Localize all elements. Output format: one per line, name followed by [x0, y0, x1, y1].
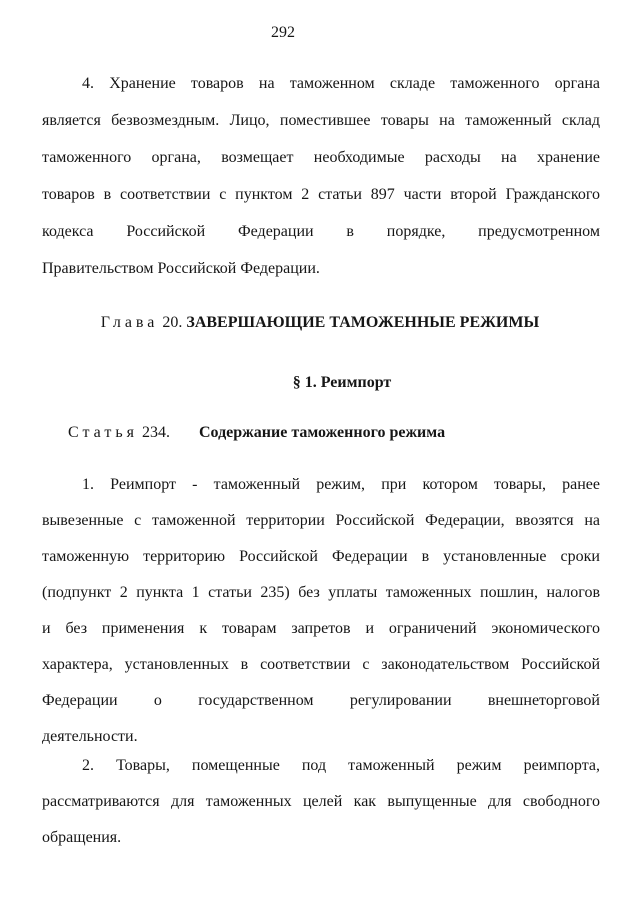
text-line: Федерации о государственном регулировании внешнеторговой: [42, 692, 600, 709]
text-line: кодекса Российской Федерации в порядке, предусмотренном: [42, 223, 600, 240]
text-line: рассматриваются для таможенных целей как выпущенные для свободного: [42, 793, 600, 810]
article-heading: [68, 422, 445, 444]
article-number: 234.: [141, 424, 170, 441]
text-line: деятельности.: [42, 728, 138, 745]
paragraph-storage: [42, 65, 600, 287]
chapter-title: ЗАВЕРШАЮЩИЕ ТАМОЖЕННЫЕ РЕЖИМЫ: [186, 314, 540, 331]
text-line: (подпункт 2 пункта 1 статьи 235) без уплаты таможенных пошлин, налогов: [42, 584, 600, 601]
text-line: товаров в соответствии с пунктом 2 статьи 897 части второй Гражданского: [42, 186, 600, 203]
page-number: 292: [271, 24, 295, 41]
section-heading: § 1. Реимпорт: [292, 374, 392, 391]
text-line: 2. Товары, помещенные под таможенный режим реимпорта,: [82, 757, 600, 774]
chapter-label: Глава: [100, 314, 159, 331]
text-line: таможенную территорию Российской Федерации в установленные сроки: [42, 548, 600, 565]
text-line: обращения.: [42, 829, 122, 846]
article-title: Содержание таможенного режима: [198, 424, 446, 441]
text-line: 1. Реимпорт - таможенный режим, при котором товары, ранее: [82, 476, 600, 493]
chapter-heading: [18, 312, 622, 334]
article-label: Статья: [68, 424, 138, 441]
paragraph-2: [42, 748, 600, 856]
chapter-number: 20.: [162, 314, 183, 331]
text-line: является безвозмездным. Лицо, поместившее товары на таможенный склад: [42, 112, 600, 129]
text-line: вывезенные с таможенной территории Российской Федерации, ввозятся на: [42, 512, 600, 529]
text-line: таможенного органа, возмещает необходимые расходы на хранение: [42, 149, 600, 166]
text-line: и без применения к товарам запретов и ограничений экономического: [42, 620, 600, 637]
text-line: Правительством Российской Федерации.: [42, 260, 320, 277]
text-line: 4. Хранение товаров на таможенном складе таможенного органа: [82, 75, 600, 92]
text-line: характера, установленных в соответствии с законодательством Российской: [42, 656, 600, 673]
paragraph-1: [42, 467, 600, 755]
